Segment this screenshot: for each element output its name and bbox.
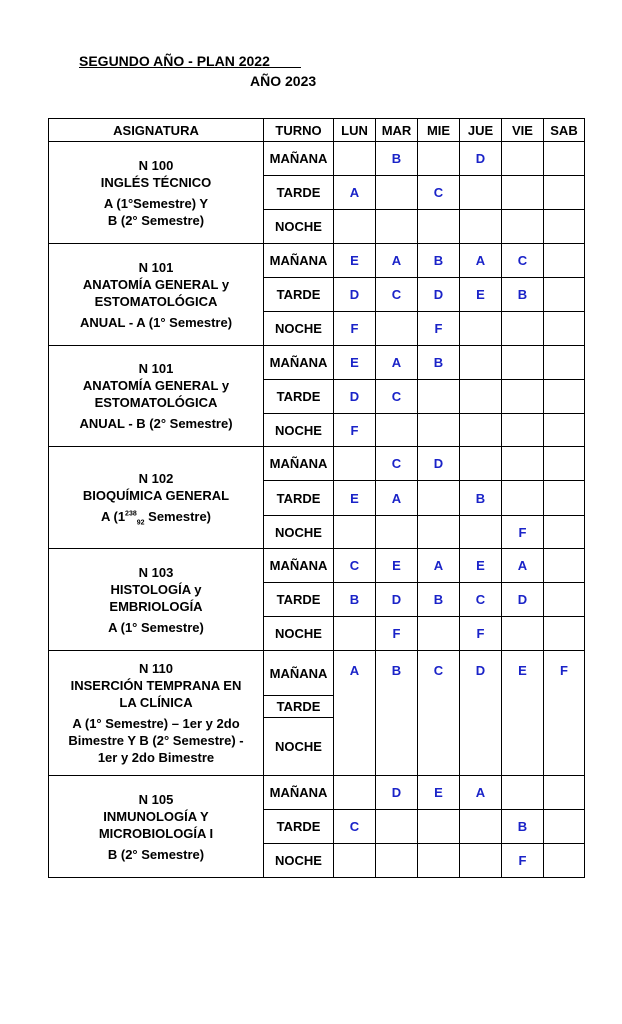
col-header-lun: LUN bbox=[334, 119, 376, 142]
schedule-cell-lun: F bbox=[334, 312, 376, 346]
schedule-cell-jue: E bbox=[460, 278, 502, 312]
schedule-cell-jue bbox=[460, 516, 502, 549]
subject-cell bbox=[49, 142, 264, 244]
schedule-cell-jue bbox=[460, 210, 502, 244]
turno-noche: NOCHE bbox=[264, 312, 334, 346]
schedule-cell-lun: E bbox=[334, 244, 376, 278]
schedule-cell-vie bbox=[502, 481, 544, 516]
schedule-cell-mie: B bbox=[418, 583, 460, 617]
turno-noche: NOCHE bbox=[264, 414, 334, 447]
schedule-cell-jue: A bbox=[460, 244, 502, 278]
schedule-cell-mar: F bbox=[376, 617, 418, 651]
table-row bbox=[49, 651, 585, 696]
schedule-cell-lun: E bbox=[334, 346, 376, 380]
schedule-cell-mie: C bbox=[418, 176, 460, 210]
schedule-cell-mie bbox=[418, 210, 460, 244]
subject-semester: ANUAL - B (2° Semestre) bbox=[79, 416, 233, 431]
schedule-cell-mie bbox=[418, 481, 460, 516]
subject-line: INGLÉS TÉCNICO bbox=[100, 174, 212, 190]
schedule-cell-jue bbox=[460, 312, 502, 346]
schedule-cell-mar: C bbox=[376, 278, 418, 312]
schedule-cell-jue: A bbox=[460, 776, 502, 810]
schedule-cell-jue bbox=[460, 844, 502, 878]
subject-cell bbox=[49, 244, 264, 346]
table-row bbox=[49, 447, 585, 481]
subject-line: INMUNOLOGÍA Y bbox=[103, 808, 209, 824]
turno-tarde: TARDE bbox=[264, 583, 334, 617]
schedule-cell-mar: A bbox=[376, 244, 418, 278]
schedule-cell-lun bbox=[334, 447, 376, 481]
schedule-cell-mar bbox=[376, 176, 418, 210]
schedule-cell-mar: B bbox=[376, 651, 418, 776]
schedule-cell-jue bbox=[460, 810, 502, 844]
schedule-cell-lun: C bbox=[334, 549, 376, 583]
schedule-cell-vie: E bbox=[502, 651, 544, 776]
subject-line: ANATOMÍA GENERAL y bbox=[82, 276, 230, 292]
turno-manana: MAÑANA bbox=[264, 346, 334, 380]
schedule-cell-mar: D bbox=[376, 776, 418, 810]
schedule-cell-vie bbox=[502, 617, 544, 651]
schedule-cell-mar: C bbox=[376, 380, 418, 414]
schedule-cell-mie: A bbox=[418, 549, 460, 583]
header-row bbox=[49, 119, 585, 142]
schedule-cell-mar: D bbox=[376, 583, 418, 617]
schedule-cell-sab bbox=[544, 776, 585, 810]
schedule-cell-lun bbox=[334, 776, 376, 810]
schedule-cell-lun bbox=[334, 516, 376, 549]
schedule-cell-sab bbox=[544, 447, 585, 481]
turno-manana: MAÑANA bbox=[264, 776, 334, 810]
schedule-cell-sab bbox=[544, 617, 585, 651]
schedule-cell-sab bbox=[544, 346, 585, 380]
table-row bbox=[49, 142, 585, 176]
schedule-cell-mar: C bbox=[376, 447, 418, 481]
schedule-cell-vie: C bbox=[502, 244, 544, 278]
col-header-mie: MIE bbox=[418, 119, 460, 142]
subject-line: EMBRIOLOGÍA bbox=[109, 598, 203, 614]
schedule-cell-sab bbox=[544, 481, 585, 516]
schedule-cell-lun: A bbox=[334, 651, 376, 776]
subject-line: N 103 bbox=[138, 564, 174, 580]
schedule-cell-lun: F bbox=[334, 414, 376, 447]
turno-tarde: TARDE bbox=[264, 278, 334, 312]
schedule-cell-sab bbox=[544, 210, 585, 244]
schedule-cell-mie bbox=[418, 844, 460, 878]
schedule-cell-jue bbox=[460, 447, 502, 481]
subject-line: HISTOLOGÍA y bbox=[110, 581, 202, 597]
schedule-cell-mie: D bbox=[418, 278, 460, 312]
subject-line: N 102 bbox=[138, 471, 174, 486]
turno-tarde: TARDE bbox=[264, 810, 334, 844]
turno-noche: NOCHE bbox=[264, 516, 334, 549]
subject-line: INSERCIÓN TEMPRANA EN bbox=[70, 678, 242, 693]
schedule-cell-jue: B bbox=[460, 481, 502, 516]
schedule-cell-sab bbox=[544, 142, 585, 176]
subject-cell bbox=[49, 549, 264, 651]
schedule-cell-jue bbox=[460, 176, 502, 210]
schedule-cell-sab bbox=[544, 380, 585, 414]
schedule-cell-mie: B bbox=[418, 346, 460, 380]
subject-semester: ANUAL - A (1° Semestre) bbox=[79, 314, 233, 330]
schedule-cell-lun bbox=[334, 142, 376, 176]
table-row bbox=[49, 346, 585, 380]
schedule-cell-sab: F bbox=[544, 651, 585, 776]
schedule-cell-vie: F bbox=[502, 844, 544, 878]
subject-line: N 101 bbox=[138, 259, 174, 275]
turno-manana: MAÑANA bbox=[264, 651, 334, 696]
turno-tarde: TARDE bbox=[264, 176, 334, 210]
schedule-cell-mie bbox=[418, 617, 460, 651]
schedule-cell-mie bbox=[418, 810, 460, 844]
schedule-cell-jue: D bbox=[460, 142, 502, 176]
schedule-cell-mie: F bbox=[418, 312, 460, 346]
schedule-cell-vie: B bbox=[502, 810, 544, 844]
schedule-cell-mie bbox=[418, 142, 460, 176]
schedule-cell-mie bbox=[418, 414, 460, 447]
schedule-cell-lun: D bbox=[334, 278, 376, 312]
schedule-cell-sab bbox=[544, 844, 585, 878]
page-title: SEGUNDO AÑO - PLAN 2022 bbox=[79, 53, 301, 69]
schedule-cell-mie: E bbox=[418, 776, 460, 810]
subject-semester: A (1°Semestre) Y bbox=[103, 195, 209, 211]
subject-semester: B (2° Semestre) bbox=[107, 846, 205, 862]
col-header-jue: JUE bbox=[460, 119, 502, 142]
col-header-sab: SAB bbox=[544, 119, 585, 142]
schedule-cell-mar bbox=[376, 312, 418, 346]
turno-noche: NOCHE bbox=[264, 210, 334, 244]
schedule-cell-sab bbox=[544, 414, 585, 447]
table-row bbox=[49, 549, 585, 583]
schedule-cell-lun: C bbox=[334, 810, 376, 844]
col-header-turno: TURNO bbox=[264, 119, 334, 142]
col-header-mar: MAR bbox=[376, 119, 418, 142]
schedule-cell-mar bbox=[376, 516, 418, 549]
subject-cell bbox=[49, 651, 264, 776]
page-subtitle-year: AÑO 2023 bbox=[250, 73, 317, 89]
schedule-cell-vie bbox=[502, 414, 544, 447]
schedule-cell-mar bbox=[376, 844, 418, 878]
schedule-cell-vie: F bbox=[502, 516, 544, 549]
schedule-cell-mar bbox=[376, 210, 418, 244]
schedule-cell-vie bbox=[502, 312, 544, 346]
schedule-cell-jue: D bbox=[460, 651, 502, 776]
subject-line: N 100 bbox=[138, 157, 174, 173]
schedule-cell-lun bbox=[334, 617, 376, 651]
semester-suffix: Semestre) bbox=[144, 509, 212, 524]
schedule-cell-mar: A bbox=[376, 346, 418, 380]
schedule-cell-jue: E bbox=[460, 549, 502, 583]
schedule-cell-jue: F bbox=[460, 617, 502, 651]
schedule-cell-sab bbox=[544, 244, 585, 278]
schedule-cell-sab bbox=[544, 810, 585, 844]
schedule-cell-vie bbox=[502, 142, 544, 176]
semester-subscript: 92 bbox=[136, 519, 145, 527]
schedule-cell-vie: D bbox=[502, 583, 544, 617]
schedule-cell-sab bbox=[544, 516, 585, 549]
turno-manana: MAÑANA bbox=[264, 142, 334, 176]
schedule-cell-mie: C bbox=[418, 651, 460, 776]
subject-line: MICROBIOLOGÍA I bbox=[98, 825, 214, 841]
subject-semester: Bimestre Y B (2° Semestre) - bbox=[68, 733, 244, 748]
schedule-cell-lun: A bbox=[334, 176, 376, 210]
schedule-cell-vie bbox=[502, 447, 544, 481]
turno-tarde: TARDE bbox=[264, 481, 334, 516]
schedule-cell-vie bbox=[502, 346, 544, 380]
schedule-cell-vie bbox=[502, 210, 544, 244]
subject-semester: A (1° Semestre) bbox=[108, 619, 204, 635]
schedule-cell-vie bbox=[502, 776, 544, 810]
schedule-cell-mie bbox=[418, 380, 460, 414]
turno-noche: NOCHE bbox=[264, 718, 334, 776]
subject-semester: B (2° Semestre) bbox=[107, 212, 205, 228]
turno-manana: MAÑANA bbox=[264, 244, 334, 278]
semester-superscript: 238 bbox=[125, 510, 137, 518]
schedule-cell-vie bbox=[502, 380, 544, 414]
turno-manana: MAÑANA bbox=[264, 549, 334, 583]
subject-line: ANATOMÍA GENERAL y bbox=[82, 378, 230, 393]
schedule-cell-mar bbox=[376, 810, 418, 844]
col-header-vie: VIE bbox=[502, 119, 544, 142]
turno-noche: NOCHE bbox=[264, 617, 334, 651]
schedule-cell-lun bbox=[334, 844, 376, 878]
schedule-cell-lun: B bbox=[334, 583, 376, 617]
subject-cell bbox=[49, 346, 264, 447]
turno-tarde: TARDE bbox=[264, 696, 334, 718]
schedule-cell-vie bbox=[502, 176, 544, 210]
schedule-cell-lun bbox=[334, 210, 376, 244]
schedule-cell-mie: D bbox=[418, 447, 460, 481]
table-row bbox=[49, 776, 585, 810]
subject-cell bbox=[49, 447, 264, 549]
schedule-cell-mar bbox=[376, 414, 418, 447]
schedule-cell-sab bbox=[544, 312, 585, 346]
col-header-asignatura: ASIGNATURA bbox=[49, 119, 264, 142]
subject-line: ESTOMATOLÓGICA bbox=[94, 293, 218, 309]
schedule-cell-sab bbox=[544, 176, 585, 210]
schedule-table bbox=[48, 118, 585, 878]
subject-line: N 105 bbox=[138, 791, 174, 807]
schedule-cell-vie: B bbox=[502, 278, 544, 312]
semester-prefix: A (1 bbox=[100, 509, 126, 524]
schedule-cell-mar: B bbox=[376, 142, 418, 176]
subject-line: BIOQUÍMICA GENERAL bbox=[82, 488, 230, 503]
schedule-cell-jue bbox=[460, 414, 502, 447]
subject-semester bbox=[49, 508, 263, 525]
subject-semester: A (1° Semestre) – 1er y 2do bbox=[72, 716, 240, 731]
schedule-cell-mar: E bbox=[376, 549, 418, 583]
turno-noche: NOCHE bbox=[264, 844, 334, 878]
subject-line: N 110 bbox=[139, 661, 173, 676]
schedule-cell-sab bbox=[544, 549, 585, 583]
schedule-cell-lun: D bbox=[334, 380, 376, 414]
subject-cell bbox=[49, 776, 264, 878]
schedule-cell-lun: E bbox=[334, 481, 376, 516]
subject-semester: 1er y 2do Bimestre bbox=[97, 750, 215, 765]
schedule-cell-vie: A bbox=[502, 549, 544, 583]
schedule-cell-mie bbox=[418, 516, 460, 549]
schedule-cell-sab bbox=[544, 583, 585, 617]
schedule-cell-mar: A bbox=[376, 481, 418, 516]
schedule-cell-mie: B bbox=[418, 244, 460, 278]
schedule-cell-sab bbox=[544, 278, 585, 312]
schedule-cell-jue: C bbox=[460, 583, 502, 617]
subject-line: N 101 bbox=[138, 361, 174, 376]
table-row bbox=[49, 244, 585, 278]
schedule-cell-jue bbox=[460, 380, 502, 414]
subject-line: LA CLÍNICA bbox=[119, 695, 193, 710]
subject-line: ESTOMATOLÓGICA bbox=[94, 395, 218, 410]
schedule-cell-jue bbox=[460, 346, 502, 380]
turno-tarde: TARDE bbox=[264, 380, 334, 414]
turno-manana: MAÑANA bbox=[264, 447, 334, 481]
